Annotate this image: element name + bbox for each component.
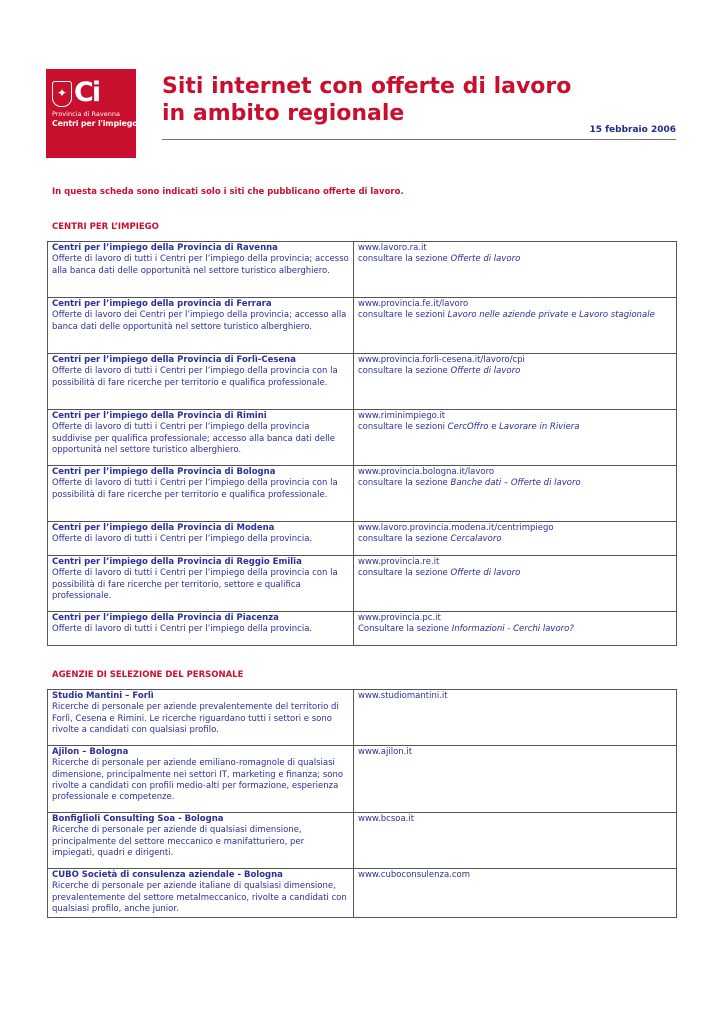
website-link[interactable]: www.ajilon.it xyxy=(358,747,413,757)
hint-section-name: CercOffro xyxy=(447,422,489,433)
hint-section-name: Offerte di lavoro xyxy=(450,254,521,265)
website-link[interactable]: www.provincia.pc.it xyxy=(358,613,441,623)
website-link[interactable]: www.provincia.re.it xyxy=(358,557,440,567)
section-hint xyxy=(358,478,672,489)
hint-prefix: consultare le sezioni xyxy=(358,422,448,433)
table-row xyxy=(48,410,677,466)
logo-line-2: Centri per l'impiego xyxy=(52,119,138,128)
agency-link-cell xyxy=(354,746,677,813)
header-divider xyxy=(162,139,676,140)
website-link[interactable]: www.lavoro.ra.it xyxy=(358,243,427,253)
coat-of-arms-icon: ✦ xyxy=(52,81,72,107)
table-row xyxy=(48,612,677,646)
logo-mark: Ci xyxy=(74,77,100,108)
center-info-cell xyxy=(48,556,354,612)
center-link-cell xyxy=(354,466,677,522)
website-link[interactable]: www.provincia.bologna.it/lavoro xyxy=(358,467,495,477)
hint-prefix: consultare la sezione xyxy=(358,568,451,579)
hint-section-name: Offerte di lavoro xyxy=(450,568,521,579)
hint-prefix: consultare la sezione xyxy=(358,366,451,377)
hint-section-name: Offerte di lavoro xyxy=(450,366,521,377)
center-link-cell xyxy=(354,242,677,298)
agency-link-cell xyxy=(354,869,677,918)
website-link[interactable]: www.riminimpiego.it xyxy=(358,411,446,421)
agency-name: Studio Mantini – Forlì xyxy=(52,691,154,701)
page-title xyxy=(162,73,571,127)
website-link[interactable]: www.bcsoa.it xyxy=(358,814,415,824)
agency-info-cell xyxy=(48,869,354,918)
website-link[interactable]: www.provincia.fe.it/lavoro xyxy=(358,299,469,309)
agency-description: Ricerche di personale per aziende di qualsiasi dimensione, principalmente del settore meccanico e manifatturiero, per impiegati, quadri e dirigenti. xyxy=(52,825,305,858)
website-link[interactable]: www.studiomantini.it xyxy=(358,691,448,701)
center-info-cell xyxy=(48,612,354,646)
title-line-1: Siti internet con offerte di lavoro xyxy=(162,74,572,99)
website-link[interactable]: www.provincia.forli-cesena.it/lavoro/cpi xyxy=(358,355,525,365)
table-row xyxy=(48,813,677,869)
hint-prefix: consultare le sezioni xyxy=(358,310,448,321)
section-hint xyxy=(358,624,672,635)
center-name: Centri per l’impiego della Provincia di Piacenza xyxy=(52,613,279,623)
table-row xyxy=(48,746,677,813)
table-row xyxy=(48,242,677,298)
center-description: Offerte di lavoro di tutti i Centri per l’impiego della provincia suddivise per qualifica professionale; accesso alla banca dati delle opportunità nel settore turistico alberghiero. xyxy=(52,422,336,455)
agency-info-cell xyxy=(48,813,354,869)
section-hint xyxy=(358,366,672,377)
agency-link-cell xyxy=(354,690,677,746)
centri-table xyxy=(47,241,677,646)
center-info-cell xyxy=(48,354,354,410)
section-title-agenzie: AGENZIE DI SELEZIONE DEL PERSONALE xyxy=(52,670,244,680)
center-description: Offerte di lavoro di tutti i Centri per l’impiego della provincia con la possibilità di fare ricerche per territorio e qualifica professionale. xyxy=(52,366,338,388)
hint-prefix: Consultare la sezione xyxy=(358,624,452,635)
center-description: Offerte di lavoro di tutti i Centri per l’impiego della provincia con la possibilità di fare ricerche per territorio e qualifica professionale. xyxy=(52,478,338,500)
hint-conjunction: e xyxy=(488,422,500,433)
center-name: Centri per l’impiego della Provincia di Modena xyxy=(52,523,275,533)
center-info-cell xyxy=(48,242,354,298)
section-hint xyxy=(358,422,672,433)
hint-section-name: Banche dati – Offerte di lavoro xyxy=(450,478,581,489)
center-name: Centri per l’impiego della Provincia di Forlì-Cesena xyxy=(52,355,296,365)
website-link[interactable]: www.cuboconsulenza.com xyxy=(358,870,471,880)
center-info-cell xyxy=(48,466,354,522)
center-link-cell xyxy=(354,354,677,410)
intro-text: In questa scheda sono indicati solo i siti che pubblicano offerte di lavoro. xyxy=(52,187,404,197)
section-hint xyxy=(358,534,672,545)
agency-name: Ajilon – Bologna xyxy=(52,747,129,757)
agency-description: Ricerche di personale per aziende prevalentemente del territorio di Forlì, Cesena e Rimini. Le ricerche riguardano tutti i settori e sono rivolte a candidati con qualsiasi profilo. xyxy=(52,702,339,735)
hint-section-name-2: Lavoro stagionale xyxy=(579,310,655,321)
hint-conjunction: e xyxy=(568,310,580,321)
agency-description: Ricerche di personale per aziende emiliano-romagnole di qualsiasi dimensione, principalmente nei settori IT, marketing e finanza; sono rivolte a candidati con profili medio-alti per formazione, esperienza professionale e competenze. xyxy=(52,758,344,803)
hint-section-name: Cercalavoro xyxy=(450,534,502,545)
center-description: Offerte di lavoro di tutti i Centri per l’impiego della provincia; accesso alla banca dati delle opportunità nel settore turistico alberghiero. xyxy=(52,254,349,276)
hint-section-name: Lavoro nelle aziende private xyxy=(447,310,569,321)
center-name: Centri per l’impiego della provincia di Ferrara xyxy=(52,299,272,309)
section-hint xyxy=(358,254,672,265)
table-row xyxy=(48,354,677,410)
agency-name: Bonfiglioli Consulting Soa - Bologna xyxy=(52,814,224,824)
section-hint xyxy=(358,310,672,321)
logo-line-1: Provincia di Ravenna xyxy=(52,110,120,118)
document-date: 15 febbraio 2006 xyxy=(589,125,676,135)
agency-info-cell xyxy=(48,690,354,746)
title-line-2: in ambito regionale xyxy=(162,101,405,126)
table-row xyxy=(48,466,677,522)
center-description: Offerte di lavoro di tutti i Centri per l’impiego della provincia. xyxy=(52,534,313,545)
hint-prefix: consultare la sezione xyxy=(358,534,451,545)
center-info-cell xyxy=(48,522,354,556)
center-link-cell xyxy=(354,522,677,556)
center-link-cell xyxy=(354,612,677,646)
agency-description: Ricerche di personale per aziende italiane di qualsiasi dimensione, prevalentemente del settore metalmeccanico, rivolte a candidati con qualsiasi profilo, anche junior. xyxy=(52,881,347,914)
center-description: Offerte di lavoro di tutti i Centri per l’impiego della provincia. xyxy=(52,624,313,635)
table-row xyxy=(48,869,677,918)
section-title-centri: CENTRI PER L’IMPIEGO xyxy=(52,222,159,232)
center-name: Centri per l’impiego della Provincia di Reggio Emilia xyxy=(52,557,302,567)
table-row xyxy=(48,522,677,556)
agency-name: CUBO Società di consulenza aziendale - Bologna xyxy=(52,870,283,880)
hint-section-name-2: Lavorare in Riviera xyxy=(499,422,580,433)
website-link[interactable]: www.lavoro.provincia.modena.it/centrimpiego xyxy=(358,523,554,533)
section-hint xyxy=(358,568,672,579)
agency-link-cell xyxy=(354,813,677,869)
center-info-cell xyxy=(48,298,354,354)
agenzie-table xyxy=(47,689,677,918)
center-link-cell xyxy=(354,556,677,612)
provincia-logo xyxy=(46,69,136,158)
table-row xyxy=(48,690,677,746)
table-row xyxy=(48,298,677,354)
center-link-cell xyxy=(354,298,677,354)
agency-info-cell xyxy=(48,746,354,813)
hint-section-name: Informazioni - Cerchi lavoro? xyxy=(451,624,574,635)
center-description: Offerte di lavoro di tutti i Centri per l’impiego della provincia con la possibilità di fare ricerche per territorio, settore e qualifica professionale. xyxy=(52,568,338,601)
table-row xyxy=(48,556,677,612)
center-name: Centri per l’impiego della Provincia di Bologna xyxy=(52,467,276,477)
center-name: Centri per l’impiego della Provincia di Rimini xyxy=(52,411,267,421)
hint-prefix: consultare la sezione xyxy=(358,254,451,265)
center-info-cell xyxy=(48,410,354,466)
hint-prefix: consultare la sezione xyxy=(358,478,451,489)
center-link-cell xyxy=(354,410,677,466)
center-description: Offerte di lavoro dei Centri per l’impiego della provincia; accesso alla banca dati delle opportunità nel settore turistico alberghiero. xyxy=(52,310,347,332)
center-name: Centri per l’impiego della Provincia di Ravenna xyxy=(52,243,278,253)
